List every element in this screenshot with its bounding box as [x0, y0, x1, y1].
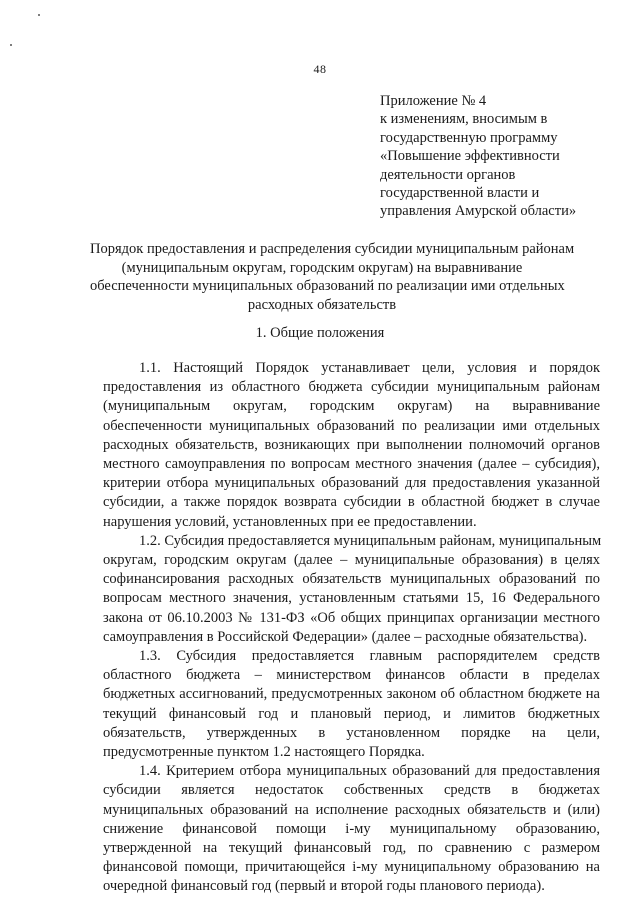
text-line: утвержденной на текущий финансовый год, по сравнению с размером [103, 840, 600, 857]
text-line: 1.1. Настоящий Порядок устанавливает цели, условия и порядок [139, 360, 600, 376]
text-line: расходных обязательств, возникающих при выполнении полномочий органов [103, 436, 600, 453]
text-line: предусмотренные пунктом 1.2 настоящего Порядка. [103, 744, 425, 761]
scan-speck [10, 44, 12, 46]
text-line: софинансирования расходных обязательств муниципальных образований по [103, 571, 600, 588]
appendix-line: «Повышение эффективности [380, 148, 560, 165]
appendix-line: Приложение № 4 [380, 93, 487, 109]
body-text [103, 355, 600, 897]
text-line: нарушения условий, установленных при ее предоставлении. [103, 513, 477, 530]
text-line: текущий финансовый год и плановый период, и лимитов бюджетных [103, 705, 600, 722]
text-line: финансовой помощи, причитающейся i-му муниципальному образованию на [103, 859, 600, 876]
text-line: критерии отбора муниципальных образований для предоставления указанной [103, 475, 600, 492]
paragraph-1-1 [103, 359, 600, 532]
text-line: обязательств, утвержденных в установленном порядке на цели, [103, 724, 600, 741]
text-line: бюджетных ассигнований, предусмотренных законом об областном бюджете на [103, 686, 600, 703]
page-number: 48 [313, 62, 327, 76]
text-line: снижение финансовой помощи i-му муниципальному образованию, [103, 820, 600, 837]
text-line: округам, городским округам (далее – муниципальные образования) в целях [103, 552, 600, 569]
title-line: расходных обязательств [247, 296, 397, 313]
text-line: областного бюджета – министерством финансов области в пределах [103, 667, 600, 684]
text-line: обеспеченности муниципальных образований по реализации ими отдельных [103, 417, 600, 434]
text-line: (муниципальным округам, городским округам) на выравнивание [103, 398, 600, 415]
appendix-block [380, 92, 620, 221]
section-heading: 1. Общие положения [255, 325, 385, 341]
text-line: 1.4. Критерием отбора муниципальных образований для предоставления [139, 763, 600, 780]
document-title [90, 240, 575, 314]
text-line: местного самоуправления по вопросам местного значения (далее – субсидия), [103, 456, 600, 473]
text-line: очередной финансовый год (первый и второй годы планового периода). [103, 878, 545, 895]
appendix-line: государственную программу [380, 129, 558, 146]
text-line: 1.2. Субсидия предоставляется муниципальным районам, муниципальным [139, 532, 602, 549]
title-line: обеспеченности муниципальных образований по реализации ими отдельных [90, 278, 565, 295]
paragraph-1-4 [103, 762, 600, 896]
appendix-line: к изменениям, вносимым в [380, 111, 548, 128]
text-line: закона от 06.10.2003 № 131-ФЗ «Об общих принципах организации местного [103, 609, 600, 626]
title-line: (муниципальным округам, городским округам) на выравнивание [121, 259, 523, 276]
paragraph-1-2 [103, 532, 600, 647]
text-line: муниципальных образований на исполнение расходных обязательств и (или) [103, 801, 600, 818]
text-line: 1.3. Субсидия предоставляется главным распорядителем средств [139, 648, 600, 665]
text-line: субсидии является недостаток собственных средств в бюджетах [103, 782, 600, 799]
title-line: Порядок предоставления и распределения субсидии муниципальным районам [90, 241, 575, 257]
text-line: самоуправления в Российской Федерации» (далее – расходные обязательства). [103, 628, 588, 645]
text-line: предоставления из областного бюджета субсидии муниципальным районам [103, 379, 600, 396]
appendix-line: управления Амурской области» [380, 203, 577, 220]
appendix-line: государственной власти и [380, 185, 540, 202]
text-line: вопросам местного значения, установленным статьями 15, 16 Федерального [103, 590, 600, 607]
paragraph-1-3 [103, 647, 600, 762]
text-line: субсидии, а также порядок возврата субсидии в областной бюджет в случае [103, 494, 600, 511]
appendix-line: деятельности органов [380, 166, 516, 183]
scan-speck [38, 14, 40, 16]
